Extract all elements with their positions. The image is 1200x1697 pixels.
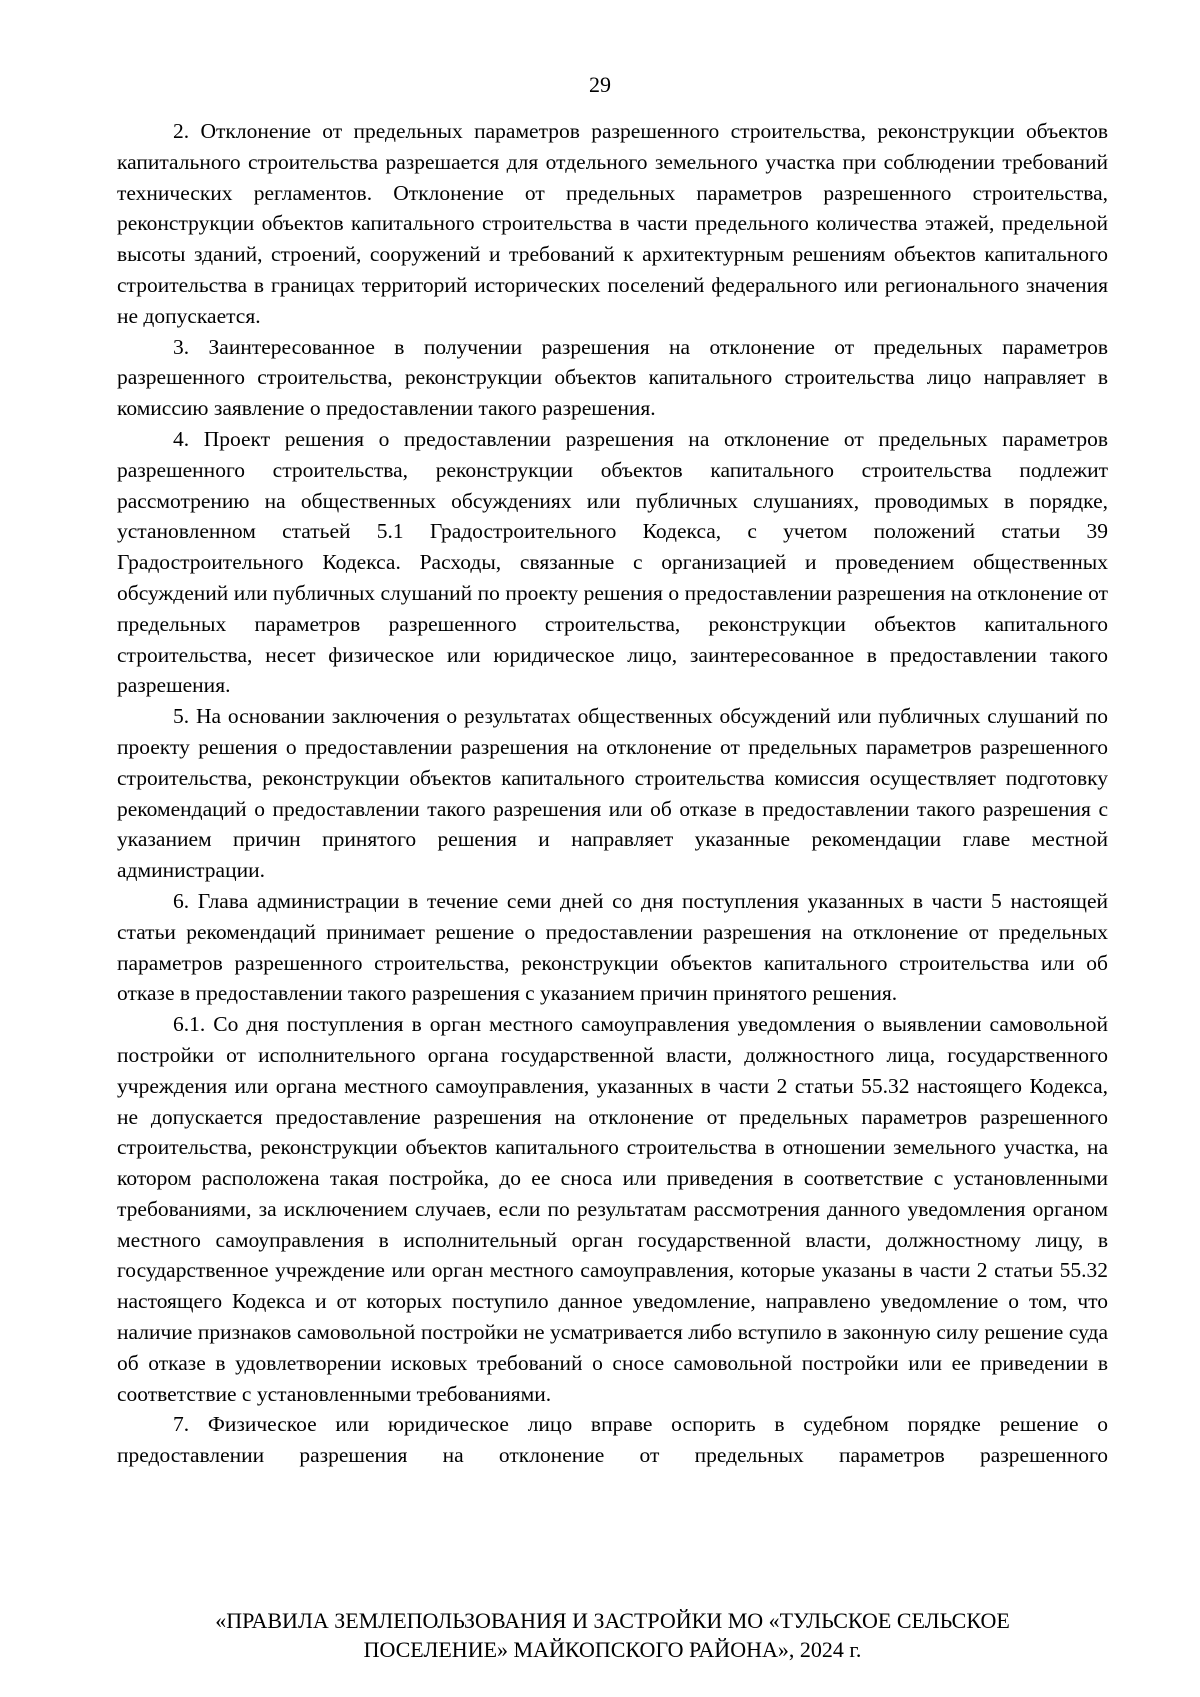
paragraph-3: 3. Заинтересованное в получении разрешения на отклонение от предельных параметров разрешенного строительства, реконструкции объектов капитального строительства лицо направляет в комиссию заявление о предоставлении такого разрешения. [117, 334, 1108, 421]
paragraph-7: 7. Физическое или юридическое лицо вправе оспорить в судебном порядке решение о предоставлении разрешения на отклонение от предельных параметров разрешенного [117, 1412, 1108, 1468]
document-footer [117, 1606, 1108, 1664]
paragraph-4: 4. Проект решения о предоставлении разрешения на отклонение от предельных параметров разрешенного строительства, реконструкции объектов капитального строительства подлежит рассмотрению на общественных обсуждениях или публичных слушаниях, проводимых в порядке, установленном статьей 5.1 Градостроительного Кодекса, с учетом положений статьи 39 Градостроительного Кодекса. Расходы, связанные с организацией и проведением общественных обсуждений или публичных слушаний по проекту решения о предоставлении разрешения на отклонение от предельных параметров разрешенного строительства, реконструкции объектов капитального строительства, несет физическое или юридическое лицо, заинтересованное в предоставлении такого разрешения. [117, 426, 1108, 698]
paragraph-6: 6. Глава администрации в течение семи дней со дня поступления указанных в части 5 настоящей статьи рекомендаций принимает решение о предоставлении разрешения на отклонение от предельных параметров разрешенного строительства, реконструкции объектов капитального строительства или об отказе в предоставлении такого разрешения с указанием причин принятого решения. [117, 888, 1108, 1006]
paragraph-6-1: 6.1. Со дня поступления в орган местного самоуправления уведомления о выявлении самовольной постройки от исполнительного органа государственной власти, должностного лица, государственного учреждения или органа местного самоуправления, указанных в части 2 статьи 55.32 настоящего Кодекса, не допускается предоставление разрешения на отклонение от предельных параметров разрешенного строительства, реконструкции объектов капитального строительства в отношении земельного участка, на котором расположена такая постройка, до ее сноса или приведения в соответствие с установленными требованиями, за исключением случаев, если по результатам рассмотрения данного уведомления органом местного самоуправления в исполнительный орган государственной власти, должностному лицу, в государственное учреждение или орган местного самоуправления, которые указаны в части 2 статьи 55.32 настоящего Кодекса и от которых поступило данное уведомление, направлено уведомление о том, что наличие признаков самовольной постройки не усматривается либо вступило в законную силу решение суда об отказе в удовлетворении исковых требований о сносе самовольной постройки или ее приведении в соответствие с установленными требованиями. [117, 1012, 1108, 1406]
footer-line-1: «ПРАВИЛА ЗЕМЛЕПОЛЬЗОВАНИЯ И ЗАСТРОЙКИ МО «ТУЛЬСКОЕ СЕЛЬСКОЕ [215, 1608, 1010, 1633]
page-number: 29 [589, 72, 611, 97]
paragraph-2: 2. Отклонение от предельных параметров разрешенного строительства, реконструкции объектов капитального строительства разрешается для отдельного земельного участка при соблюдении требований технических регламентов. Отклонение от предельных параметров разрешенного строительства, реконструкции объектов капитального строительства в части предельного количества этажей, предельной высоты зданий, строений, сооружений и требований к архитектурным решениям объектов капитального строительства в границах территорий исторических поселений федерального или регионального значения не допускается. [117, 119, 1108, 328]
footer-line-2: ПОСЕЛЕНИЕ» МАЙКОПСКОГО РАЙОНА», 2024 г. [363, 1637, 862, 1662]
paragraph-5: 5. На основании заключения о результатах общественных обсуждений или публичных слушаний по проекту решения о предоставлении разрешения на отклонение от предельных параметров разрешенного строительства, реконструкции объектов капитального строительства комиссия осуществляет подготовку рекомендаций о предоставлении такого разрешения или об отказе в предоставлении такого разрешения с указанием причин принятого решения и направляет указанные рекомендации главе местной администрации. [117, 704, 1108, 883]
document-body [117, 116, 1108, 1471]
